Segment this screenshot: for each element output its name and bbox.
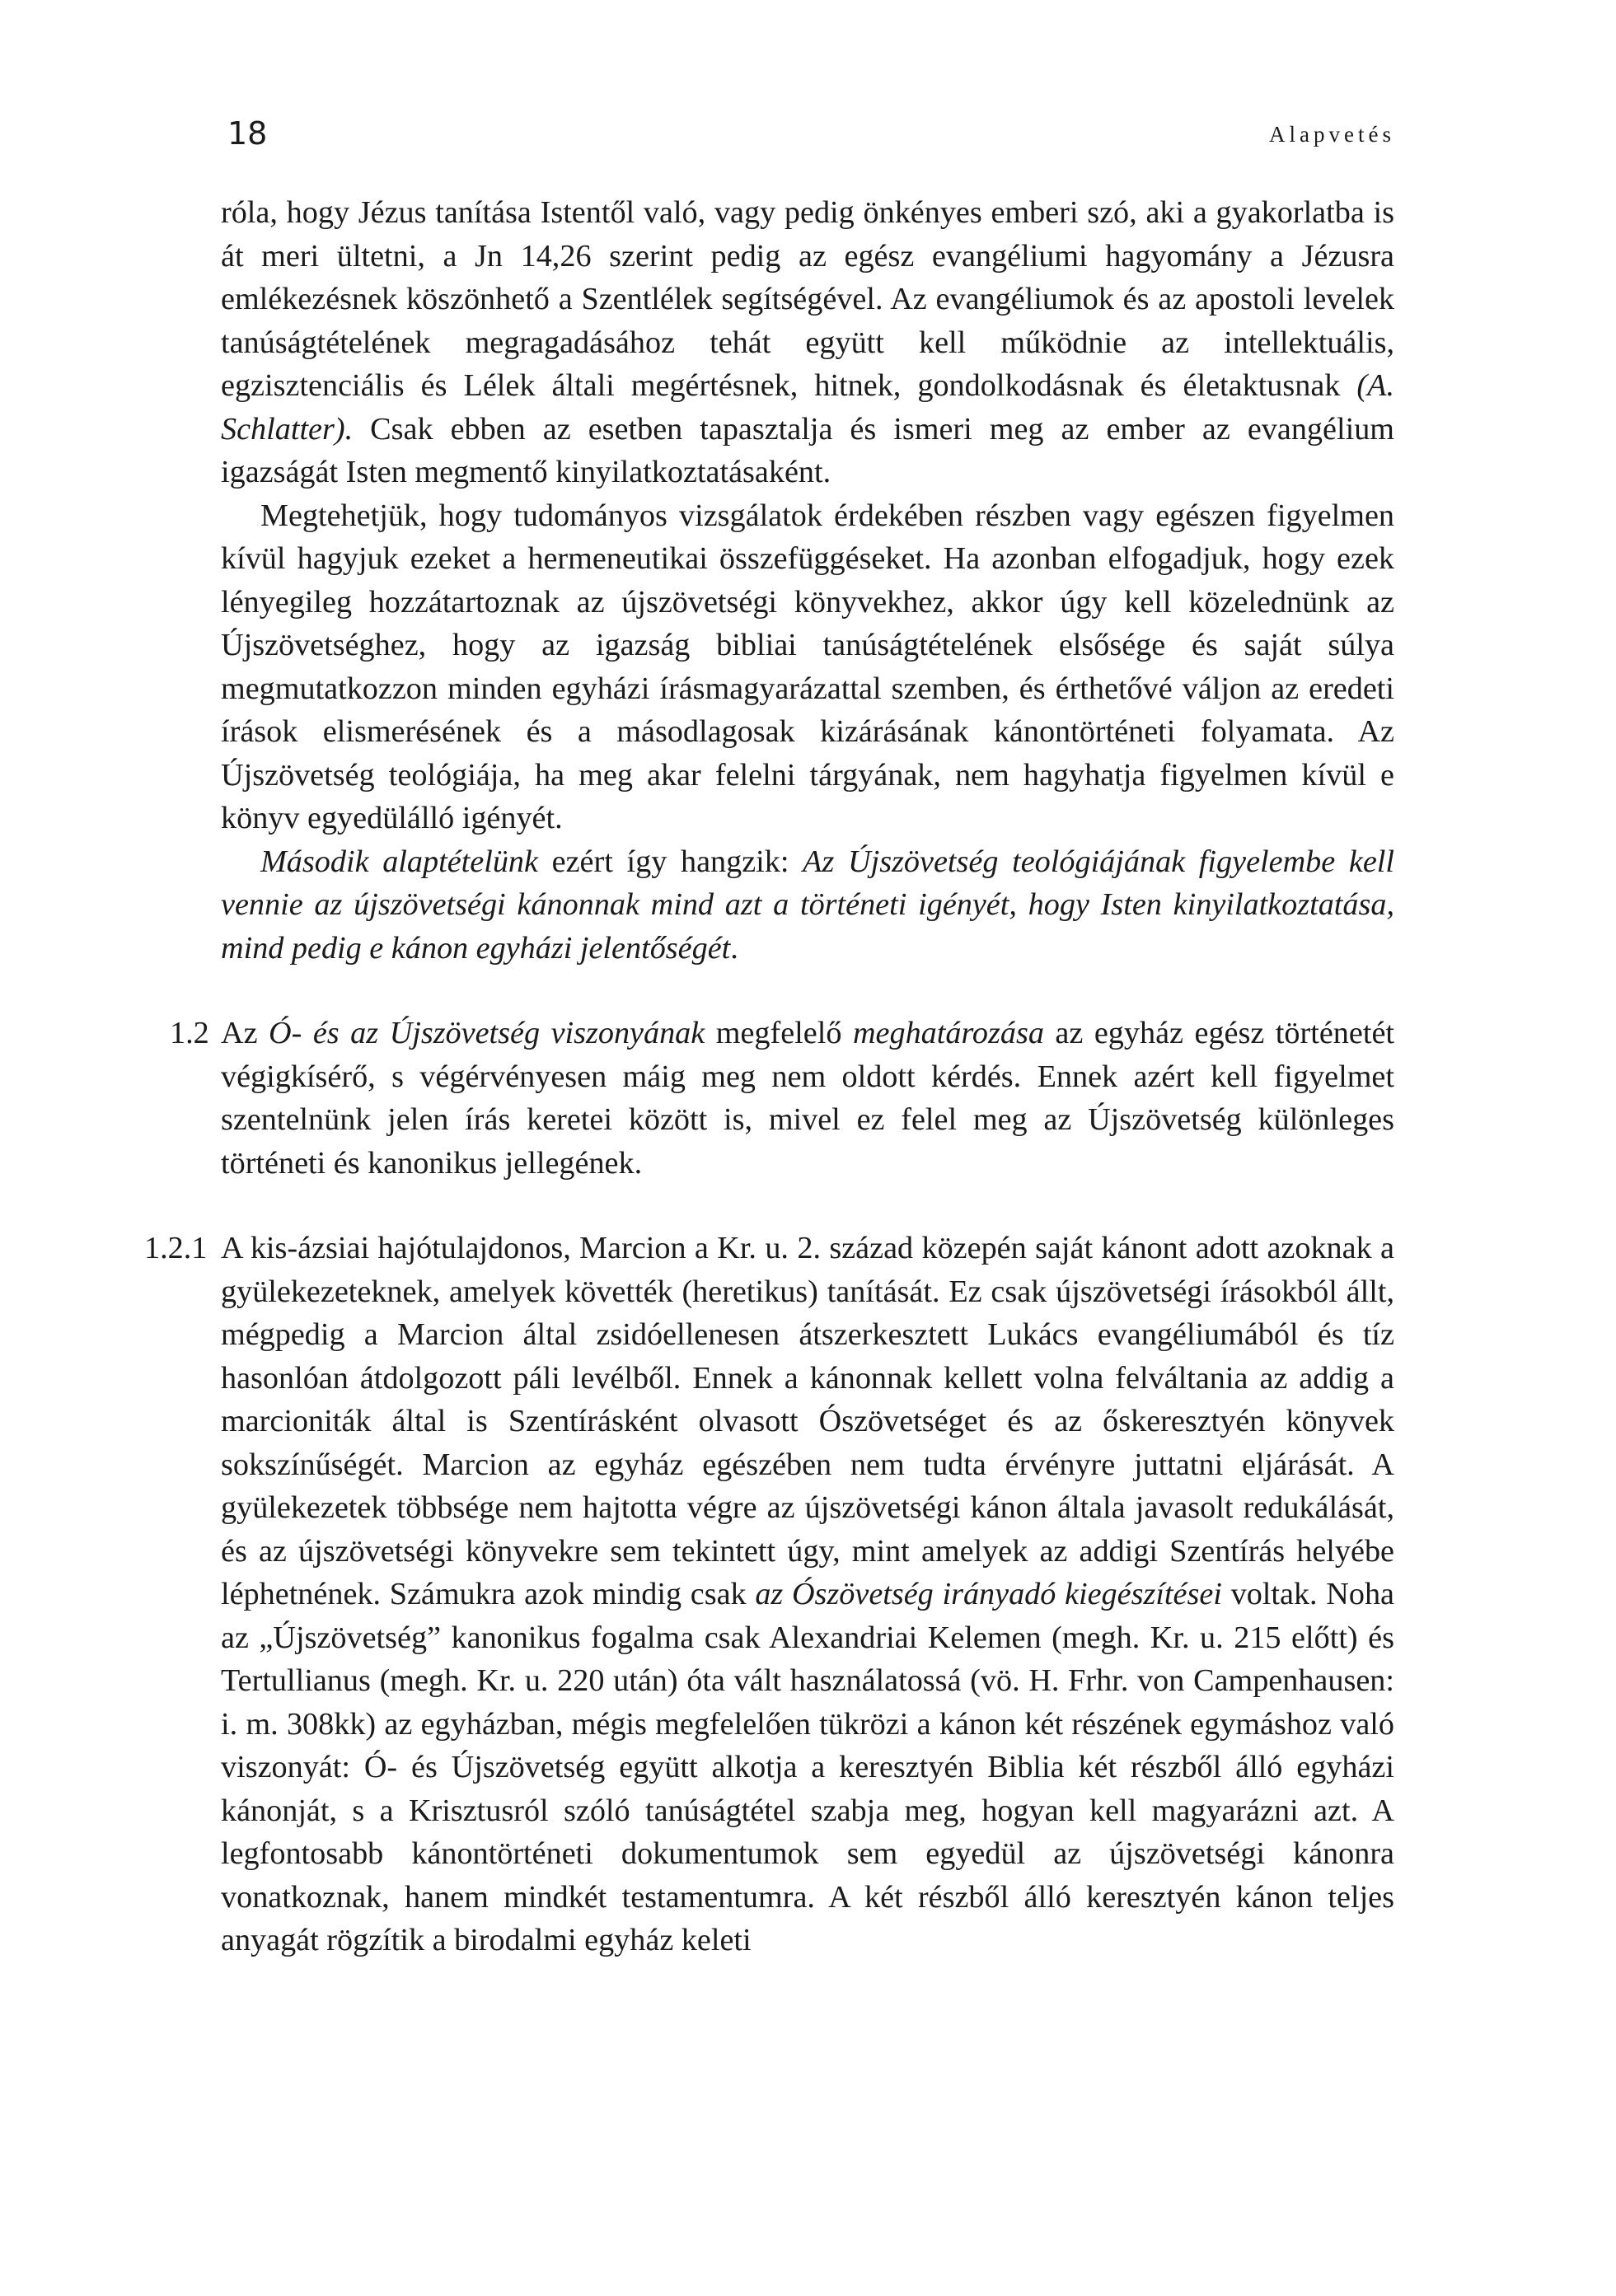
section-number: 1.2.1 (144, 1231, 208, 1265)
body-text (144, 191, 1395, 1962)
citation: (A. Schlatter). (221, 368, 1394, 447)
page-number: 18 (227, 115, 268, 152)
section-text: voltak. Noha az „Újszövetség” kanonikus fogalma csak Alexandriai Kelemen (megh. Kr. u. 215 előtt) és Tertullianus (megh. Kr. u. 220 után) óta vált használatossá (vö. H. Frhr. von Campenhausen: i. m. 308kk) az egyházban, mégis megfelelően tükrözi a kánon két részének egymáshoz való viszonyát: Ó- és Újszövetség együtt alkotja a keresztyén Biblia két részből álló egyházi kánonját, s a Krisztusról szóló tanúságtétel szabja meg, hogyan kell magyarázni azt. A legfontosabb kánontörténeti dokumentumok sem egyedül az újszövetségi kánonra vonatkoznak, hanem mindkét testamentumra. A két részből álló keresztyén kánon teljes anyagát rögzítik a birodalmi egyház keleti (221, 1577, 1395, 1957)
paragraph-text: . (730, 930, 738, 966)
section-emphasis: Ó- és az Újszövetség viszonyának (269, 1016, 705, 1050)
thesis-statement: Az Újszövetség teológiájának figyelembe kell vennie az újszövetségi kánonnak mind azt a történeti igényét, hogy Isten kinyilatkoztatása, mind pedig e kánon egyházi jelentőségét (221, 844, 1394, 966)
section-text: az egyház egész történetét végigkísérő, s végérvényesen máig meg nem oldott kérdés. Ennek azért kell figyelmet szentelnünk jelen írás keretei között is, mivel ez felel meg az Újszövetség különleges történeti és kanonikus jellegének. (221, 1016, 1395, 1181)
section-1-2 (170, 1012, 1395, 1185)
section-text: Az (221, 1016, 269, 1050)
section-emphasis: meghatározása (852, 1016, 1044, 1050)
paragraph-text: ezért így hangzik: (537, 844, 803, 879)
section-1-2-1 (144, 1227, 1395, 1962)
section-text: A kis-ázsiai hajótulajdonos, Marcion a Kr. u. 2. század közepén saját kánont adott azoknak a gyülekezeteknek, amelyek követték (heretikus) tanítását. Ez csak újszövetségi írásokból állt, mégpedig a Marcion által zsidóellenesen átszerkesztett Lukács evangéliumából és tíz hasonlóan átdolgozott páli levélből. Ennek a kánonnak kellett volna felváltania az addig a marcioniták által is Szentírásként olvasott Ószövetséget és az őskeresztyén könyvek sokszínűségét. Marcion az egyház egészében nem tudta érvényre juttatni eljárását. A gyülekezetek többsége nem hajtotta végre az újszövetségi kánon általa javasolt redukálását, és az újszövetségi könyvekre sem tekintett úgy, mint amelyek az addigi Szentírás helyébe léphetnének. Számukra azok mindig csak (221, 1231, 1394, 1611)
paragraph-continuation (221, 191, 1394, 494)
paragraph-second-thesis (221, 840, 1394, 970)
running-head: Alapvetés (1269, 122, 1395, 147)
section-number: 1.2 (170, 1016, 209, 1050)
paragraph-hermeneutics: Megtehetjük, hogy tudományos vizsgálatok érdekében részben vagy egészen figyelmen kívül hagyjuk ezeket a hermeneutikai összefüggéseket. Ha azonban elfogadjuk, hogy ezek lényegileg hozzátartoznak az újszövetségi könyvekhez, akkor úgy kell közelednünk az Újszövetséghez, hogy az igazság bibliai tanúságtételének elsősége és saját súlya megmutatkozzon minden egyházi írásmagyarázattal szemben, és érthetővé váljon az eredeti írások elismerésének és a másodlagosak kizárásának kánontörténeti folyamata. Az Újszövetség teológiája, ha meg akar felelni tárgyának, nem hagyhatja figyelmen kívül e könyv egyedülálló igényét. (221, 498, 1394, 835)
paragraph-text: Csak ebben az esetben tapasztalja és ismeri meg az ember az evangélium igazságát Isten megmentő kinyilatkoztatásaként. (221, 411, 1394, 489)
thesis-label: Második alaptételünk (260, 844, 538, 879)
section-text: megfelelő (705, 1016, 853, 1050)
paragraph-text: róla, hogy Jézus tanítása Istentől való, vagy pedig önkényes emberi szó, aki a gyakorlatba is át meri ültetni, a Jn 14,26 szerint pedig az egész evangéliumi hagyomány a Jézusra emlékezésnek köszönhető a Szentlélek segítségével. Az evangéliumok és az apostoli levelek tanúságtételének megragadásához tehát együtt kell működnie az intellektuális, egzisztenciális és Lélek általi megértésnek, hitnek, gondolkodásnak és életaktusnak (221, 195, 1394, 403)
section-emphasis: az Ószövetség irányadó kiegészítései (755, 1577, 1222, 1611)
